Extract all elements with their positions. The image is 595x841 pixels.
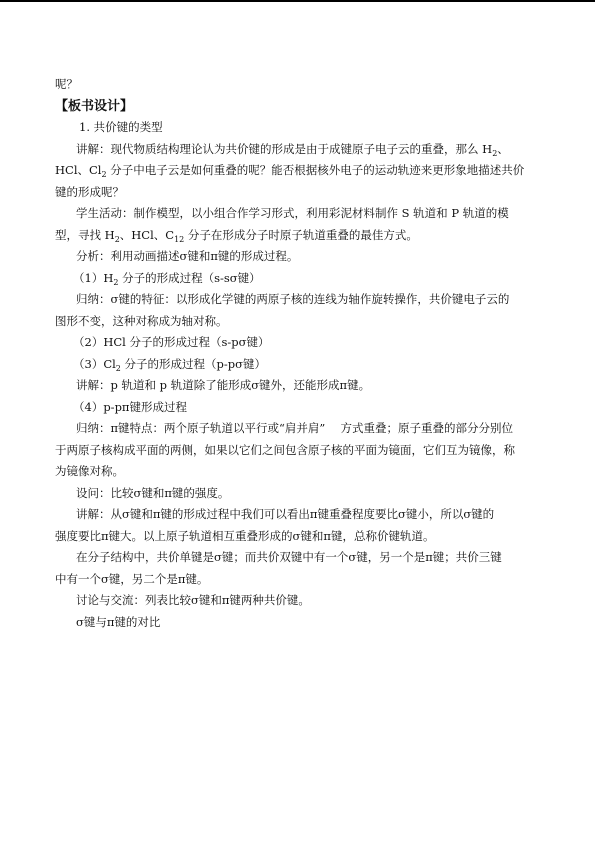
text: 分子在形成分子时原子轨道重叠的最佳方式。 <box>184 227 418 242</box>
text: 分析：利用动画描述σ键和π键的形成过程。 <box>76 249 299 263</box>
text: σ键与π键的对比 <box>76 614 161 629</box>
text: 、HCl、C <box>119 227 175 242</box>
text: 讲解：p 轨道和 p 轨道除了能形成σ键外，还能形成π键。 <box>76 378 371 392</box>
paragraph-line <box>55 526 545 548</box>
subscript: 12 <box>174 234 185 244</box>
document-body <box>55 74 545 633</box>
paragraph-line <box>55 547 545 569</box>
paragraph-line <box>55 354 545 376</box>
paragraph-line <box>55 612 545 634</box>
text: 讲解：从σ键和π键的形成过程中我们可以看出π键重叠程度要比σ键小，所以σ键的 <box>76 507 495 521</box>
text: 讲解：现代物质结构理论认为共价键的形成是由于成键原子电子云的重叠，那么 H <box>76 141 493 156</box>
subscript: 2 <box>492 148 498 158</box>
paragraph-line <box>55 289 545 311</box>
text: 图形不变，这种对称成为轴对称。 <box>55 313 228 328</box>
text: 分子的形成过程（s-sσ键） <box>118 270 261 285</box>
paragraph-line <box>55 375 545 397</box>
text: 讨论与交流：列表比较σ键和π键两种共价键。 <box>76 593 310 607</box>
subsection-title <box>55 117 545 139</box>
paragraph-line <box>55 311 545 333</box>
text: （3）Cl <box>73 356 116 371</box>
text: 为镜像对称。 <box>55 464 124 478</box>
paragraph-line <box>55 182 545 204</box>
paragraph-line <box>55 268 545 290</box>
subscript: 2 <box>114 234 120 244</box>
text: 中有一个σ键，另二个是π键。 <box>55 571 209 586</box>
text: （4）p-pπ键形成过程 <box>73 399 187 414</box>
paragraph-line <box>55 440 545 462</box>
paragraph-line <box>55 418 545 440</box>
top-border-line <box>0 0 595 2</box>
paragraph-line <box>55 397 545 419</box>
paragraph-line <box>55 332 545 354</box>
subscript: 2 <box>101 170 107 179</box>
text: 归纳：π键特点：两个原子轨道以平行或“肩并肩” 方式重叠；原子重叠的部分分别位 <box>76 421 513 435</box>
subscript: 2 <box>113 277 119 287</box>
text: 在分子结构中，共价单键是σ键；而共价双键中有一个σ键，另一个是π键；共价三键 <box>76 550 502 564</box>
text: 归纳：σ键的特征：以形成化学键的两原子核的连线为轴作旋转操作，共价键电子云的 <box>76 292 510 306</box>
text: （2）HCl 分子的形成过程（s-pσ键） <box>73 335 270 349</box>
text: 强度要比π键大。以上原子轨道相互重叠形成的σ键和π键，总称价键轨道。 <box>55 528 435 543</box>
heading-text: 【板书设计】 <box>55 98 134 114</box>
text: 分子的形成过程（p-pσ键） <box>120 356 267 371</box>
text: 呢？ <box>55 77 78 91</box>
paragraph-line <box>55 246 545 268</box>
text: 、 <box>497 141 509 156</box>
paragraph-line <box>55 139 545 161</box>
paragraph-line <box>55 461 545 483</box>
text: 分子中电子云是如何重叠的呢？能否根据核外电子的运动轨迹来更形象地描述共价 <box>106 163 525 177</box>
paragraph-line <box>55 569 545 591</box>
text: HCl、Cl <box>55 163 102 177</box>
paragraph-line <box>55 203 545 225</box>
text: 1. 共价键的类型 <box>79 120 163 134</box>
paragraph-line <box>55 225 545 247</box>
text: 型，寻找 H <box>55 227 115 242</box>
paragraph-line <box>55 160 545 182</box>
text: 学生活动：制作模型，以小组合作学习形式，利用彩泥材料制作 S 轨道和 P 轨道的模 <box>76 206 509 220</box>
paragraph-line <box>55 590 545 612</box>
text: 于两原子核构成平面的两侧，如果以它们之间包含原子核的平面为镜面，它们互为镜像，称 <box>55 442 515 457</box>
paragraph-line <box>55 504 545 526</box>
section-heading <box>55 96 545 118</box>
text-line <box>55 74 545 96</box>
subscript: 2 <box>115 363 121 373</box>
text: 设问：比较σ键和π键的强度。 <box>76 485 230 500</box>
text: 键的形成呢？ <box>55 184 124 199</box>
paragraph-line <box>55 483 545 505</box>
text: （1）H <box>73 270 114 285</box>
